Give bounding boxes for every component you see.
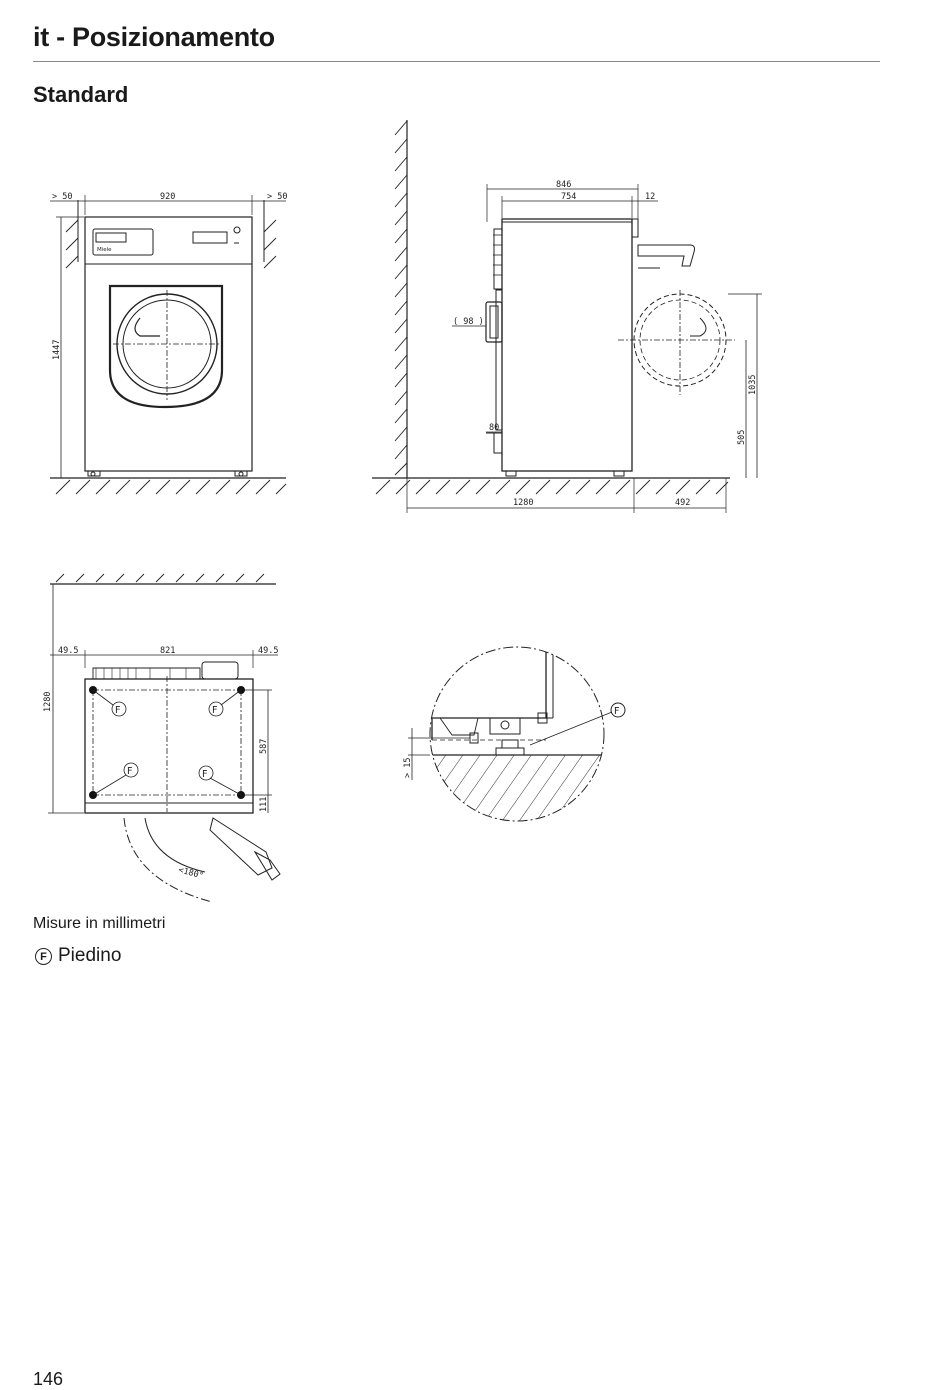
side-dim-base: 80 [489,423,500,433]
top-dim-left-margin: 49.5 [58,646,79,656]
side-dim-handle: ( 98 ) [453,317,484,327]
side-dim-back-clearance: 492 [675,498,691,508]
top-dim-feet-spacing: 587 [259,738,269,754]
front-dim-right-clearance: > 50 [267,192,288,202]
side-dim-front-clearance: 1280 [513,498,534,508]
top-dim-right-margin: 49.5 [258,646,279,656]
foot-label-bottom-left: F [127,766,133,777]
top-door-angle: <180° [177,865,205,882]
front-dim-width: 920 [160,192,176,202]
top-dim-front-offset: 111 [259,796,269,812]
top-wall-hatch [56,574,264,582]
foot-detail-drawing [408,640,625,835]
section-title: Standard [33,82,129,107]
side-dim-height-1035: 1035 [748,374,758,395]
side-wall-hatch [395,121,407,475]
foot-marker-icon: F [35,948,52,965]
front-floor-hatch [56,480,286,494]
side-view-drawing [372,120,762,513]
front-dim-height: 1447 [52,339,62,360]
side-dim-height-505: 505 [737,429,747,445]
top-dim-depth: 1280 [43,691,53,712]
foot-label-bottom-right: F [202,769,208,780]
top-dim-width: 821 [160,646,176,656]
front-view-drawing [50,195,286,494]
foot-label-top-left: F [115,705,121,716]
top-view-drawing [48,574,280,902]
page-number: 146 [33,1369,64,1389]
detail-foot-label: F [614,706,620,717]
legend-foot [35,945,121,967]
foot-label-top-right: F [212,705,218,716]
svg-text:Miele: Miele [97,247,112,253]
side-dim-body-depth: 754 [561,192,577,202]
side-dim-back-gap: 12 [645,192,656,202]
detail-dim-clearance: > 15 [403,757,413,778]
legend-text: Piedino [58,945,122,966]
side-dim-total-depth: 846 [556,180,572,190]
side-floor-hatch [376,480,728,494]
front-dim-left-clearance: > 50 [52,192,73,202]
page-title: it - Posizionamento [33,22,275,52]
units-note: Misure in millimetri [33,915,166,932]
